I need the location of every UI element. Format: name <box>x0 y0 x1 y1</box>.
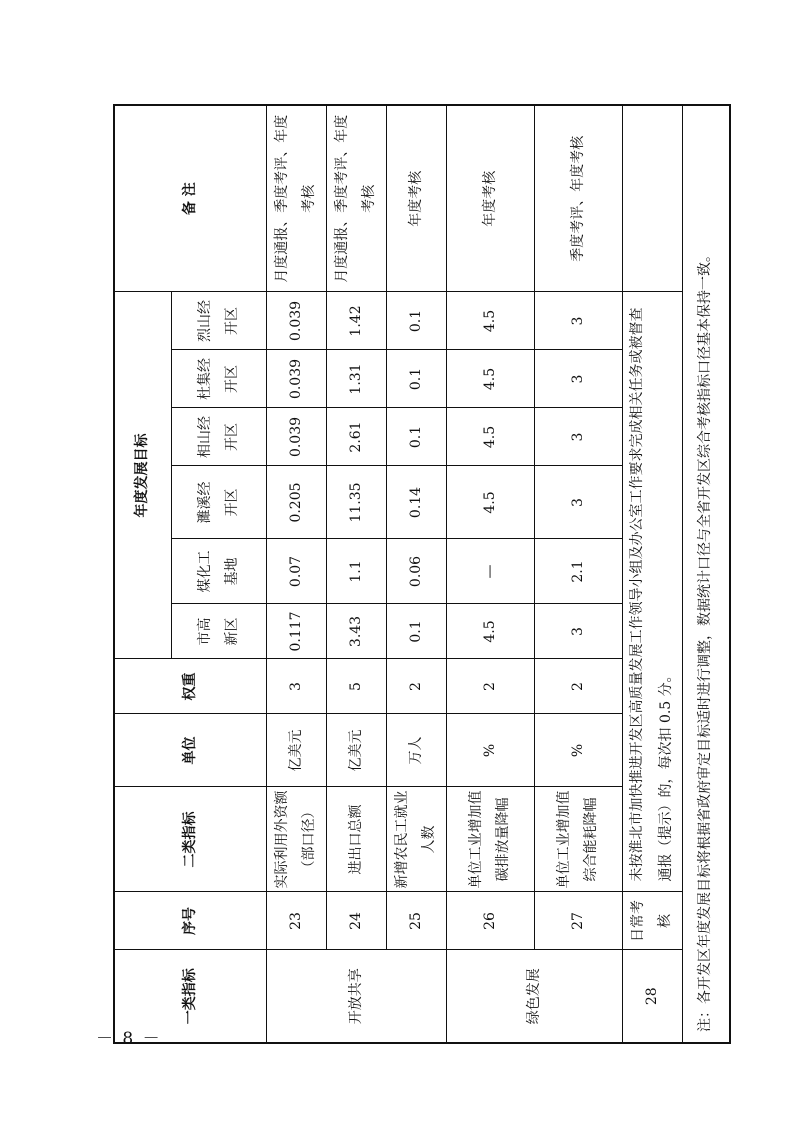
row-seq: 25 <box>386 892 446 950</box>
row-remark: 年度考核 <box>386 105 446 292</box>
row-value: 0.205 <box>266 466 326 539</box>
group-green: 绿色发展 <box>446 950 622 1043</box>
row-indicator: 新增农民工就业人数 <box>386 787 446 892</box>
table-row <box>266 105 326 1043</box>
table-row <box>622 105 682 1043</box>
row-value: 0.06 <box>386 539 446 604</box>
row-value: 4.5 <box>446 292 534 350</box>
row-remark: 季度考评、年度考核 <box>534 105 622 292</box>
row-value: 1.31 <box>326 350 386 408</box>
row-value: 4.5 <box>446 408 534 466</box>
row-unit: % <box>534 714 622 787</box>
header-zone: 濉溪经 开区 <box>171 466 266 539</box>
row-value: 2.1 <box>534 539 622 604</box>
header-seq: 序号 <box>114 892 266 950</box>
row-unit: 亿美元 <box>266 714 326 787</box>
row-indicator: 进出口总额 <box>326 787 386 892</box>
row-value: 0.1 <box>386 408 446 466</box>
row-remark: 月度通报、季度考评、年度考核 <box>326 105 386 292</box>
row-value: 0.039 <box>266 408 326 466</box>
header-level1: 一类指标 <box>114 950 266 1043</box>
row-indicator: 日常考核 <box>622 892 682 950</box>
header-unit: 单位 <box>114 714 266 787</box>
row-value: 0.1 <box>386 350 446 408</box>
row-weight: 3 <box>266 659 326 714</box>
row-seq: 28 <box>622 950 682 1043</box>
row-indicator: 单位工业增加值碳排放量降幅 <box>446 787 534 892</box>
header-annual-target: 年度发展目标 <box>114 292 171 659</box>
header-row-1 <box>114 105 171 1043</box>
row-value: 0.117 <box>266 604 326 659</box>
row-value: 3.43 <box>326 604 386 659</box>
row-value: 4.5 <box>446 466 534 539</box>
group-open: 开放共享 <box>266 950 446 1043</box>
table-row <box>534 105 622 1043</box>
row-weight: 5 <box>326 659 386 714</box>
rotated-table-container <box>113 106 730 1044</box>
row-value: 0.07 <box>266 539 326 604</box>
row-value: — <box>446 539 534 604</box>
header-weight: 权重 <box>114 659 266 714</box>
row-value: 4.5 <box>446 604 534 659</box>
header-zone: 煤化工 基地 <box>171 539 266 604</box>
row-unit: 万人 <box>386 714 446 787</box>
row-seq: 26 <box>446 892 534 950</box>
row-value: 0.14 <box>386 466 446 539</box>
page-number: － 8 － <box>96 1029 162 1049</box>
row-weight: 2 <box>386 659 446 714</box>
row-value: 1.1 <box>326 539 386 604</box>
row-value: 3 <box>534 466 622 539</box>
row-weight: 2 <box>446 659 534 714</box>
header-zone: 相山经 开区 <box>171 408 266 466</box>
note-row <box>682 105 730 1043</box>
row28-description: 未按淮北市加快推进开发区高质量发展工作领导小组及办公室工作要求完成相关任务或被督查通报（提示）的，每次扣 0.5 分。 <box>622 292 682 892</box>
row-value: 4.5 <box>446 350 534 408</box>
row-value: 11.35 <box>326 466 386 539</box>
row-remark: 年度考核 <box>446 105 534 292</box>
row-unit: % <box>446 714 534 787</box>
row-value: 3 <box>534 408 622 466</box>
header-level2: 二类指标 <box>114 787 266 892</box>
row-indicator: 实际利用外资额（部口径） <box>266 787 326 892</box>
row-indicator: 单位工业增加值综合能耗降幅 <box>534 787 622 892</box>
row-value: 3 <box>534 604 622 659</box>
table-row <box>446 105 534 1043</box>
header-zone: 市高 新区 <box>171 604 266 659</box>
table-note: 注：各开发区年度发展目标将根据省政府审定目标适时进行调整，数据统计口径与全省开发区综合考核指标口径基本保持一致。 <box>682 105 730 1043</box>
assessment-table <box>113 104 731 1044</box>
header-zone: 烈山经 开区 <box>171 292 266 350</box>
row-value: 0.039 <box>266 350 326 408</box>
row-value: 3 <box>534 292 622 350</box>
row-seq: 27 <box>534 892 622 950</box>
table-row <box>386 105 446 1043</box>
row-seq: 23 <box>266 892 326 950</box>
row-weight: 2 <box>534 659 622 714</box>
row-value: 3 <box>534 350 622 408</box>
row-value: 0.1 <box>386 292 446 350</box>
row-value: 0.1 <box>386 604 446 659</box>
row-value: 0.039 <box>266 292 326 350</box>
row-unit: 亿美元 <box>326 714 386 787</box>
table-row <box>326 105 386 1043</box>
row-value: 1.42 <box>326 292 386 350</box>
header-remarks: 备 注 <box>114 105 266 292</box>
row-seq: 24 <box>326 892 386 950</box>
row-value: 2.61 <box>326 408 386 466</box>
header-zone: 杜集经 开区 <box>171 350 266 408</box>
row-remark: 月度通报、季度考评、年度考核 <box>266 105 326 292</box>
